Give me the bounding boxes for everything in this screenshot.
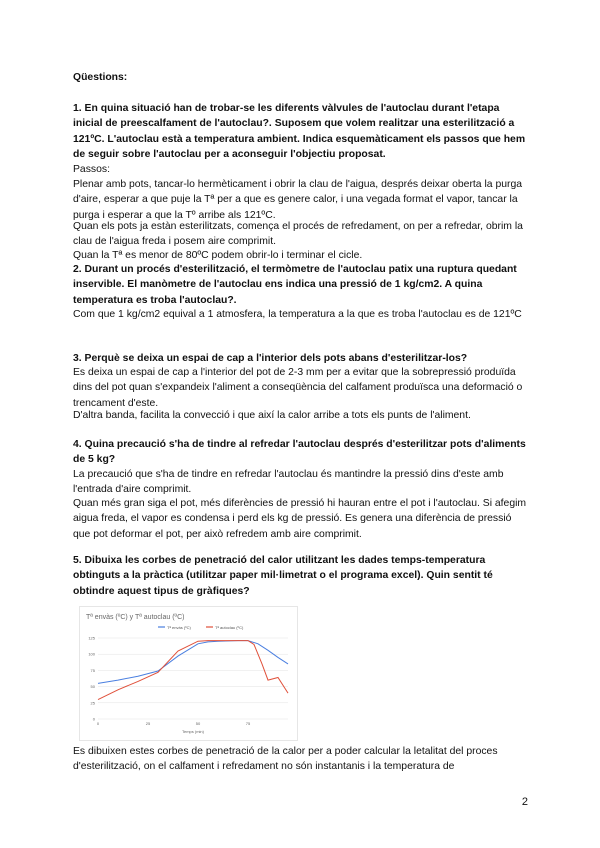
series-line-0: [98, 641, 288, 684]
x-tick-label: 0: [96, 721, 100, 726]
series-line-1: [98, 641, 288, 700]
answer-2: Com que 1 kg/cm2 equival a 1 atmosfera, la temperatura a la que es troba l'autoclau es de 121ºC: [73, 309, 522, 320]
answer-4-paragraph-2: Quan més gran siga el pot, més diferències de pressió hi hauran entre el pot i l'autoclau. Si afegim aigua freda, el vapor es condensa i perd els kg de pressió. Es genera una diferència de pressió que pot deformar el pot, per això refredem amb aire comprimit.: [73, 498, 527, 540]
answer-5: Es dibuixen estes corbes de penetració de la calor per a poder calcular la letalitat del proces d'esterilització, on el calfament i refredament no són instantanis i la temperatura de: [73, 746, 498, 773]
legend-label-1: Tª autoclau (ºC): [215, 625, 244, 630]
question-2: 2. Durant un procés d'esterilització, el termòmetre de l'autoclau patix una ruptura quedant inservible. El manòmetre de l'autoclau ens indica una pressió de 1 kg/cm2. A quina temperatura es troba l'autoclau?.: [73, 264, 517, 306]
y-tick-label: 100: [88, 651, 95, 657]
question-3: 3. Perquè se deixa un espai de cap a l'interior dels pots abans d'esterilitzar-los?: [73, 353, 468, 364]
y-tick-label: 75: [90, 667, 95, 673]
answer-1-paragraph-2: Quan els pots ja estàn esterilitzats, comença el procés de refredament, on per a refredar, obrim la clau de l'aigua freda i posem aire comprimit.: [73, 221, 523, 248]
y-tick-label: 50: [90, 684, 95, 690]
chart-svg: [80, 607, 297, 740]
x-tick-label: 75: [245, 721, 251, 726]
x-axis-label: Temps (min): [181, 729, 205, 734]
y-tick-label: 25: [90, 700, 95, 706]
y-tick-label: 125: [88, 635, 95, 641]
legend-label-0: Tª envàs (ºC): [167, 625, 191, 630]
answer-1-paragraph-1: Plenar amb pots, tancar-lo hermèticament i obrir la clau de l'aigua, després deixar oberta la purga d'aire, esperar a que puje la Tª per a que es genere calor, i una vegada format el vapor, tancar la purga i esperar a que la Tº arribe als 121ºC.: [73, 179, 523, 221]
question-1: 1. En quina situació han de trobar-se les diferents vàlvules de l'autoclau durant l'etapa inicial de preescalfament de l'autoclau?. Suposem que volem realitzar una esterilització a 121ºC. L'autoclau està a temperatura ambient. Indica esquemàticament els passos que hem de seguir sobre l'autoclau per a aconseguir l'objectiu proposat.: [73, 103, 526, 161]
heat-penetration-chart: [79, 606, 298, 741]
y-tick-label: 0: [92, 716, 95, 722]
question-5: 5. Dibuixa les corbes de penetració del calor utilitzant les dades temps-temperatura obtinguts a la pràctica (utilitzar paper mil·limetrat o el programa excel). Quin sentit té obtindre aquest tipus de gràfiques?: [73, 555, 493, 597]
answer-3-paragraph-1: Es deixa un espai de cap a l'interior del pot de 2-3 mm per a evitar que la sobrepressió produïda dins del pot quan s'expandeix l'aliment a conseqüència del calfament produïsca una deformació o trencament d'este.: [73, 367, 523, 409]
answer-1-paragraph-3: Quan la Tª es menor de 80ºC podem obrir-lo i terminar el cicle.: [73, 250, 363, 261]
x-tick-label: 50: [195, 721, 201, 726]
answer-1-label: Passos:: [73, 164, 110, 175]
x-tick-label: 25: [145, 721, 151, 726]
page-number: 2: [521, 796, 528, 808]
answer-3-paragraph-2: D'altra banda, facilita la convecció i que així la calor arribe a tots els punts de l'aliment.: [73, 410, 471, 421]
answer-4-paragraph-1: La precaució que s'ha de tindre en refredar l'autoclau és mantindre la pressió dins d'este amb l'entrada d'aire comprimit.: [73, 469, 504, 496]
question-4: 4. Quina precaució s'ha de tindre al refredar l'autoclau després d'esterilitzar pots d'aliments de 5 kg?: [73, 439, 526, 466]
chart-title: Tª envàs (ºC) y Tª autoclau (ºC): [86, 614, 185, 621]
questions-heading: Qüestions:: [73, 72, 128, 83]
